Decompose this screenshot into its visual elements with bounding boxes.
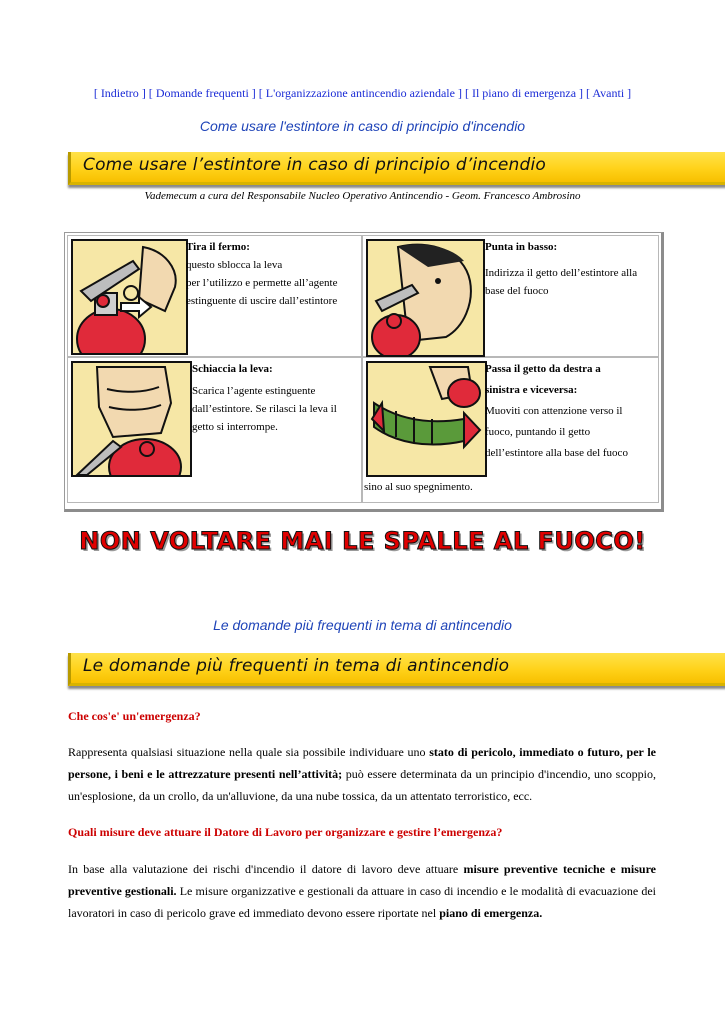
banner-faq-text: Le domande più frequenti in tema di antincendio: [83, 656, 510, 676]
nav-link-forward[interactable]: Avanti: [592, 86, 625, 100]
step-title-sweep-2: sinistra e viceversa:: [485, 384, 578, 396]
banner-extinguisher: [68, 152, 725, 185]
aim-low-illustration: [366, 239, 485, 357]
faq-question-employer: Quali misure deve attuare il Datore di Lavoro per organizzare e gestire l’emergenza?: [68, 825, 503, 839]
step-line: getto si interrompe.: [192, 421, 278, 433]
step-text-squeeze-lever: [192, 360, 358, 436]
step-line: dell’estintore alla base del fuoco: [485, 447, 628, 459]
answer-bold: misure preventive tecniche e misure preventive gestionali.: [68, 862, 657, 898]
section-title-extinguisher: Come usare l'estintore in caso di principio d'incendio: [199, 118, 526, 134]
step-text-sweep-tail: [364, 478, 564, 496]
answer-text: In base alla valutazione dei rischi d'incendio il datore di lavoro deve attuare: [68, 862, 464, 876]
nav-link-back[interactable]: Indietro: [100, 86, 139, 100]
step-line: Muoviti con attenzione verso il: [485, 405, 623, 417]
squeeze-lever-illustration: [71, 361, 192, 477]
step-cell-sweep: [362, 357, 659, 503]
step-line: per l’utilizzo e permette all’agente: [186, 277, 338, 289]
step-title-squeeze-lever: Schiaccia la leva:: [192, 363, 273, 375]
vademecum-credit: Vademecum a cura del Responsabile Nucleo Operativo Antincendio - Geom. Francesco Ambrosino: [144, 190, 581, 202]
step-line: estinguente di uscire dall’estintore: [186, 295, 338, 307]
step-text-pull-pin: [186, 238, 358, 310]
step-line: base del fuoco: [485, 285, 549, 297]
answer-text: Le misure organizzative e gestionali da attuare in caso di incendio e le modalità di evacuazione dei lavoratori in caso di pericolo grave ed immediato devono essere riportate nel: [68, 884, 656, 920]
answer-text: Rappresenta qualsiasi situazione nella quale sia possibile individuare uno: [68, 745, 430, 759]
steps-table: [64, 232, 664, 512]
nav-bar: [ Indietro ] [ Domande frequenti ] [ L'organizzazione antincendio aziendale ] [ Il piano di emergenza ] [ Avanti ]: [93, 86, 632, 100]
faq-answer-employer: [68, 858, 656, 924]
answer-bold: stato di pericolo, immediato o futuro, per le persone, i beni e le attrezzature presenti nell’attività;: [68, 745, 656, 781]
faq-question-emergency: Che cos'e' un'emergenza?: [68, 709, 201, 723]
step-line: Indirizza il getto dell’estintore alla: [485, 267, 638, 279]
step-cell-squeeze-lever: [67, 357, 362, 503]
step-line: Scarica l’agente estinguente: [192, 385, 316, 397]
faq-answer-emergency: [68, 741, 656, 807]
answer-bold: piano di emergenza.: [439, 906, 543, 920]
banner-faq: [68, 653, 725, 686]
nav-link-emergency-plan[interactable]: Il piano di emergenza: [471, 86, 577, 100]
step-line: dall’estintore. Se rilasci la leva il: [192, 403, 337, 415]
banner-extinguisher-text: Come usare l’estintore in caso di principio d’incendio: [83, 155, 547, 175]
step-title-aim-low: Punta in basso:: [485, 241, 558, 253]
answer-text: può essere determinata da un principio d'incendio, uno scoppio, un'esplosione, da un crollo, da un'alluvione, da una nube tossica, da un attentato terroristico, ecc.: [68, 767, 656, 803]
step-title-pull-pin: Tira il fermo:: [186, 241, 250, 253]
pull-pin-illustration: [71, 239, 188, 355]
nav-link-faq[interactable]: Domande frequenti: [155, 86, 249, 100]
warning-banner: NON VOLTARE MAI LE SPALLE AL FUOCO!: [79, 527, 646, 555]
sweep-illustration: [366, 361, 487, 477]
step-line: fuoco, puntando il getto: [485, 426, 591, 438]
step-line: sino al suo spegnimento.: [364, 481, 473, 493]
step-cell-aim-low: [362, 235, 659, 357]
nav-link-organization[interactable]: L'organizzazione antincendio aziendale: [265, 86, 455, 100]
step-text-aim-low: [485, 238, 655, 300]
section-title-faq: Le domande più frequenti in tema di antincendio: [213, 617, 512, 633]
step-line: questo sblocca la leva: [186, 259, 283, 271]
step-cell-pull-pin: [67, 235, 362, 357]
step-text-sweep-heading: [485, 360, 655, 462]
step-title-sweep-1: Passa il getto da destra a: [485, 363, 601, 375]
